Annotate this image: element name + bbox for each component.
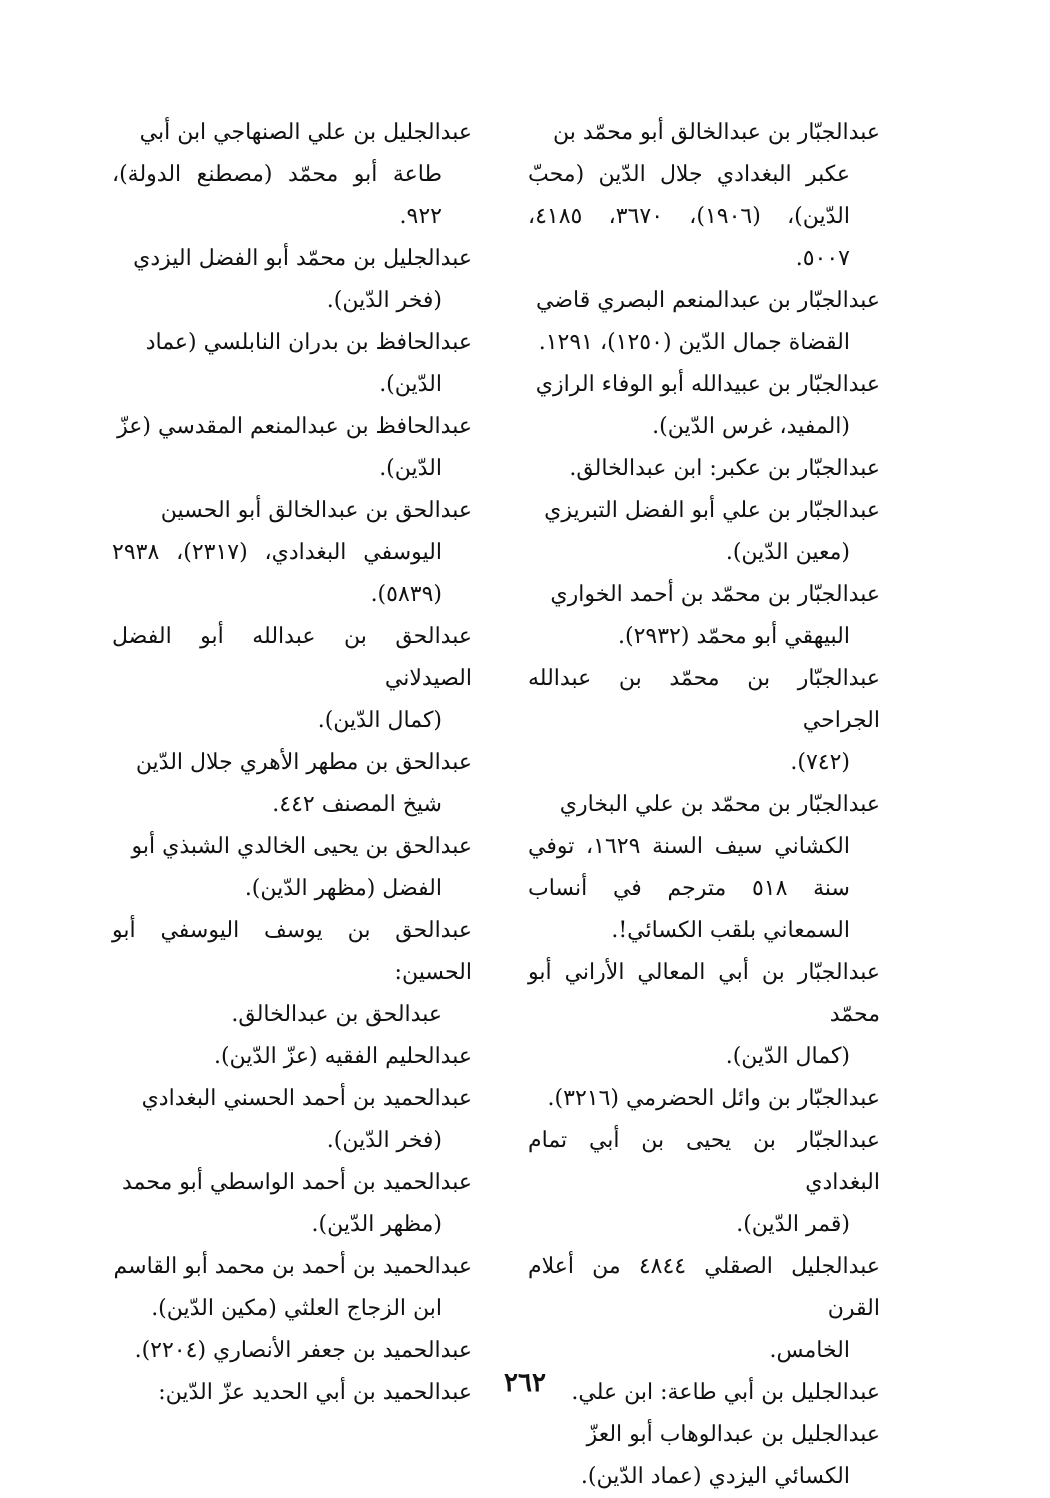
entry-head: عبدالجليل بن محمّد أبو الفضل اليزدي (133, 246, 472, 271)
index-column-left (112, 112, 472, 1414)
entry-head: عبدالحق بن يحيى الخالدي الشبذي أبو (131, 834, 472, 859)
index-entry (112, 910, 472, 1036)
entry-continuation: (المفيد، غرس الدّين). (652, 414, 850, 439)
index-entry (528, 112, 880, 280)
index-entry (112, 616, 472, 742)
entry-head: عبدالحافظ بن عبدالمنعم المقدسي (عزّ (117, 414, 472, 439)
entry-continuation: الدّين). (379, 456, 442, 481)
entry-continuation: ابن الزجاج العلثي (مكين الدّين). (151, 1296, 442, 1321)
index-entry (528, 784, 880, 952)
entry-head: عبدالجبّار بن وائل الحضرمي (٣٢١٦). (547, 1086, 880, 1111)
entry-head: عبدالحميد بن جعفر الأنصاري (٢٢٠٤). (134, 1338, 472, 1363)
entry-continuation: الدّين). (379, 372, 442, 397)
entry-continuation: الخامس. (769, 1338, 850, 1363)
entry-head: عبدالحافظ بن بدران النابلسي (عماد (145, 330, 472, 355)
index-entry (528, 1120, 880, 1246)
entry-continuation: عكبر البغدادي جلال الدّين (محبّ الدّين)، (١٩٠٦)، ٣٦٧٠، ٤١٨٥، ٥٠٠٧. (528, 162, 850, 271)
entry-continuation: الفضل (مظهر الدّين). (244, 876, 442, 901)
index-entry (528, 952, 880, 1078)
entry-head: عبدالجبّار بن محمّد بن علي البخاري (559, 792, 880, 817)
entry-head: عبدالجليل بن علي الصنهاجي ابن أبي (139, 120, 472, 145)
entry-continuation: (فخر الدّين). (326, 1128, 442, 1153)
entry-head: عبدالجبّار بن يحيى بن أبي تمام البغدادي (528, 1128, 880, 1195)
entry-head: عبدالجليل الصقلي ٤٨٤٤ من أعلام القرن (528, 1254, 880, 1321)
entry-head: عبدالجبّار بن عبدالخالق أبو محمّد بن (553, 120, 880, 145)
entry-continuation: (كمال الدّين). (317, 708, 442, 733)
entry-continuation: طاعة أبو محمّد (مصطنع الدولة)، ٩٢٢. (112, 162, 442, 229)
index-entry (528, 1078, 880, 1120)
index-entry (112, 490, 472, 616)
entry-continuation: شيخ المصنف ٤٤٢. (272, 792, 442, 817)
index-entry (112, 1036, 472, 1078)
index-entry (112, 1246, 472, 1330)
entry-continuation: (قمر الدّين). (736, 1212, 850, 1237)
index-column-right (528, 112, 880, 1498)
index-entry (528, 1246, 880, 1372)
index-entry (528, 574, 880, 658)
entry-head: عبدالحميد بن أبي الحديد عزّ الدّين: (158, 1380, 472, 1405)
entry-head: عبدالحميد بن أحمد الحسني البغدادي (141, 1086, 472, 1111)
index-entry (112, 826, 472, 910)
index-entry (112, 1078, 472, 1162)
entry-head: عبدالجبّار بن أبي المعالي الأراني أبو محمّد (528, 960, 880, 1027)
entry-continuation: عبدالحق بن عبدالخالق. (231, 1002, 442, 1027)
index-entry (112, 322, 472, 406)
entry-head: عبدالحليم الفقيه (عزّ الدّين). (213, 1044, 472, 1069)
index-entry (112, 1330, 472, 1372)
entry-head: عبدالحق بن يوسف اليوسفي أبو الحسين: (112, 918, 472, 985)
index-entry (528, 280, 880, 364)
index-entry (528, 1414, 880, 1498)
index-entry (112, 112, 472, 238)
entry-head: عبدالجبّار بن علي أبو الفضل التبريزي (544, 498, 880, 523)
entry-continuation: (فخر الدّين). (326, 288, 442, 313)
entry-continuation: (معين الدّين). (725, 540, 850, 565)
entry-continuation: اليوسفي البغدادي، (٢٣١٧)، ٢٩٣٨ (٥٨٣٩). (112, 540, 442, 607)
entry-continuation: (مظهر الدّين). (311, 1212, 442, 1237)
entry-continuation: الكشاني سيف السنة ١٦٢٩، توفي سنة ٥١٨ مترجم في أنساب السمعاني بلقب الكسائي!. (528, 834, 850, 943)
index-entry (112, 742, 472, 826)
entry-head: عبدالجليل بن أبي طاعة: ابن علي. (571, 1380, 880, 1405)
entry-head: عبدالحق بن مطهر الأهري جلال الدّين (135, 750, 472, 775)
index-entry (528, 658, 880, 784)
entry-head: عبدالحميد بن أحمد بن محمد أبو القاسم (113, 1254, 472, 1279)
entry-continuation: (كمال الدّين). (725, 1044, 850, 1069)
index-entry (112, 1162, 472, 1246)
entry-head: عبدالحق بن عبدالخالق أبو الحسين (160, 498, 472, 523)
entry-head: عبدالجبّار بن عبدالمنعم البصري قاضي (535, 288, 880, 313)
entry-head: عبدالجبّار بن عكبر: ابن عبدالخالق. (569, 456, 880, 481)
index-entry (528, 364, 880, 448)
index-entry (528, 490, 880, 574)
index-entry (112, 406, 472, 490)
index-entry (112, 238, 472, 322)
index-entry (528, 448, 880, 490)
entry-continuation: (٧٤٢). (790, 750, 850, 775)
entry-head: عبدالجبّار بن محمّد بن عبدالله الجراحي (528, 666, 880, 733)
entry-head: عبدالجليل بن عبدالوهاب أبو العزّ (586, 1422, 880, 1447)
entry-continuation: الكسائي اليزدي (عماد الدّين). (580, 1464, 850, 1489)
entry-head: عبدالجبّار بن محمّد بن أحمد الخواري (550, 582, 880, 607)
entry-continuation: البيهقي أبو محمّد (٢٩٣٢). (618, 624, 850, 649)
entry-head: عبدالحميد بن أحمد الواسطي أبو محمد (121, 1170, 472, 1195)
page-number: ٢٦٢ (504, 1368, 546, 1398)
entry-head: عبدالحق بن عبدالله أبو الفضل الصيدلاني (112, 624, 472, 691)
entry-continuation: القضاة جمال الدّين (١٢٥٠)، ١٢٩١. (538, 330, 850, 355)
entry-head: عبدالجبّار بن عبيدالله أبو الوفاء الرازي (535, 372, 880, 397)
